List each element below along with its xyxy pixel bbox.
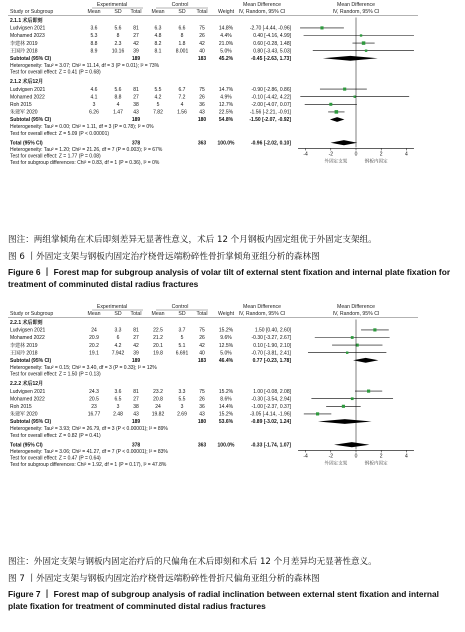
- effect-square: [329, 103, 332, 106]
- cell-sd: 5.6: [114, 86, 122, 93]
- cell-ci: -0.10 [-4.42, 4.22]: [251, 94, 291, 101]
- cell-weight: 4.9%: [220, 94, 232, 101]
- cell-ci: -1.00 [-2.37, 0.37]: [251, 404, 291, 410]
- cell-sd: 3: [116, 404, 120, 410]
- cell-sd-control: 3: [180, 404, 184, 410]
- cell-weight: 15.2%: [218, 327, 234, 334]
- figure-6-title-cn: 图 6 丨外固定支架与钢板内固定治疗桡骨远端粉碎性骨折掌倾角亚组分析的森林图: [8, 252, 320, 262]
- cell-total-control: 40: [199, 350, 205, 357]
- heterogeneity-text: Heterogeneity: Tau² = 3.93; Chi² = 26.79, df = 3 (P < 0.00001); I² = 89%: [10, 426, 168, 432]
- overall-effect-text: Test for overall effect: Z = 0.41 (P = 0.68): [10, 69, 101, 76]
- cell-ci: -0.30 [-3.27, 2.67]: [251, 335, 291, 342]
- cell-weight: 12.5%: [218, 342, 234, 349]
- cell-ci: 0.10 [-1.90, 2.10]: [253, 342, 291, 349]
- study-name: Mohamed 2022: [10, 396, 45, 403]
- cell-sd: 10.16: [111, 48, 125, 55]
- cell-weight: 5.0%: [220, 48, 232, 55]
- cell-mean: 20.9: [89, 335, 99, 342]
- x-tick-label: 4: [405, 453, 408, 460]
- cell-mean: 3: [92, 102, 96, 108]
- cell-ci: 0.60 [-0.28, 1.48]: [253, 40, 291, 47]
- cell-total-control: 75: [199, 327, 205, 334]
- footer-stat: Heterogeneity: Tau² = 3.06; Chi² = 41.27, df = 7 (P < 0.00001); I² = 83%: [10, 448, 168, 455]
- cell-weight: 21.0%: [218, 40, 234, 47]
- study-name: 朱建军 2020: [10, 109, 38, 116]
- cell-total-control: 42: [199, 342, 205, 349]
- header-total: Total: [130, 311, 142, 317]
- effect-square: [354, 96, 356, 98]
- effect-square: [351, 397, 354, 400]
- header-ci-2: IV, Random, 95% CI: [332, 9, 380, 15]
- cell-total: 27: [133, 33, 139, 40]
- header-total-control: Total: [196, 9, 208, 15]
- x-tick-label: 0: [354, 151, 358, 158]
- cell-total: 39: [133, 48, 139, 55]
- cell-total: 38: [133, 404, 139, 410]
- subtotal-weight: 46.4%: [218, 358, 234, 364]
- x-tick-label: -2: [328, 453, 334, 460]
- study-name: 朱建军 2020: [10, 411, 38, 418]
- cell-mean: 23: [91, 404, 97, 410]
- cell-total-control: 26: [199, 94, 205, 101]
- effect-square: [342, 405, 345, 408]
- effect-square: [362, 41, 365, 44]
- x-tick-label: -4: [303, 453, 308, 460]
- cell-total-control: 43: [199, 109, 205, 116]
- cell-total: 81: [133, 25, 139, 32]
- forest-plot-figure-6: [0, 0, 465, 232]
- cell-total: 27: [133, 94, 139, 101]
- subtotal-total: 189: [131, 117, 141, 124]
- cell-ci: -1.56 [-2.21, -0.91]: [249, 109, 291, 116]
- favours-right-label: 钢板内固定: [364, 460, 388, 466]
- cell-mean-control: 19.82: [151, 411, 165, 418]
- cell-total: 27: [133, 396, 139, 403]
- total-total: 378: [131, 442, 141, 449]
- cell-sd: 7.942: [111, 350, 125, 357]
- x-tick-label: 2: [379, 151, 383, 158]
- subgroup-label: 2.1.2 术后12月: [10, 79, 44, 86]
- cell-sd: 2.3: [114, 40, 122, 47]
- cell-mean-control: 19.8: [153, 350, 163, 357]
- study-name: 李建林 2019: [10, 40, 38, 47]
- cell-weight: 15.2%: [218, 411, 234, 418]
- cell-mean: 5.3: [90, 33, 98, 40]
- cell-mean: 8.8: [90, 40, 98, 47]
- overall-effect-text: Test for overall effect: Z = 1.50 (P = 0.13): [10, 371, 101, 378]
- cell-ci: -2.00 [-4.07, 0.07]: [251, 102, 291, 108]
- cell-sd-control: 3.3: [178, 388, 186, 395]
- cell-sd-control: 8: [180, 33, 184, 40]
- footer-stat: Test for subgroup differences: Chi² = 1.92, df = 1 (P = 0.17), I² = 47.8%: [10, 462, 167, 469]
- header-mean-difference-2: Mean Difference: [337, 304, 375, 310]
- subtotal-weight: 54.8%: [218, 117, 234, 124]
- cell-mean-control: 22.5: [153, 327, 163, 334]
- total-diamond: [331, 140, 358, 145]
- subtotal-diamond: [318, 419, 372, 424]
- cell-weight: 14.4%: [218, 404, 234, 410]
- subtotal-diamond: [353, 358, 378, 363]
- total-weight: 100.0%: [217, 442, 235, 449]
- cell-ci: 0.40 [-4.16, 4.99]: [253, 33, 291, 40]
- header-ci-2: IV, Random, 95% CI: [332, 311, 380, 317]
- study-name: Ludvigsen 2021: [10, 388, 46, 395]
- cell-total-control: 36: [199, 102, 205, 108]
- subtotal-total-control: 183: [197, 56, 207, 62]
- subtotal-ci: -1.50 [-2.07, -0.92]: [249, 117, 291, 124]
- cell-sd: 4.2: [114, 342, 122, 349]
- effect-square: [351, 336, 354, 339]
- cell-ci: 1.50 [0.40, 2.60]: [254, 327, 291, 334]
- subgroup-label: 2.1.1 术后即刻: [10, 18, 43, 24]
- cell-mean: 4.1: [90, 94, 98, 101]
- cell-sd-control: 6.7: [178, 86, 186, 93]
- effect-square: [343, 88, 346, 91]
- total-total-control: 363: [197, 140, 207, 147]
- header-ci: IV, Random, 95% CI: [238, 9, 286, 15]
- cell-total: 27: [133, 335, 139, 342]
- subtotal-weight: 45.2%: [218, 56, 234, 62]
- cell-total: 38: [133, 102, 139, 108]
- cell-weight: 14.7%: [218, 86, 234, 93]
- cell-ci: -0.30 [-3.54, 2.94]: [251, 396, 291, 403]
- cell-sd: 4: [116, 102, 120, 108]
- subtotal-total-control: 180: [197, 419, 207, 426]
- cell-mean-control: 7.82: [153, 109, 163, 116]
- study-name: Ludvigsen 2021: [10, 86, 46, 93]
- total-weight: 100.0%: [217, 140, 235, 147]
- total-ci: -0.33 [-1.74, 1.07]: [250, 442, 291, 449]
- cell-sd-control: 7.2: [178, 94, 186, 101]
- cell-sd: 8.8: [114, 94, 122, 101]
- header-experimental: Experimental: [96, 2, 128, 8]
- subtotal-weight: 53.6%: [218, 419, 234, 426]
- cell-sd: 2.48: [113, 411, 123, 418]
- cell-mean: 24.3: [89, 388, 99, 395]
- header-sd-control: SD: [178, 311, 186, 317]
- effect-square: [316, 412, 319, 415]
- effect-square: [320, 26, 323, 29]
- study-name: 王国玲 2018: [10, 48, 38, 55]
- figure-6-title-en: Figure 6 丨 Forest map for subgroup analysis of volar tilt of external stent fixation and internal plate fixation for treatment of comminuted distal radius fractures: [8, 267, 451, 289]
- heterogeneity-text: Heterogeneity: Tau² = 3.07; Chi² = 11.14, df = 3 (P = 0.01); I² = 73%: [10, 62, 160, 69]
- cell-weight: 15.2%: [218, 388, 234, 395]
- subtotal-ci: -0.89 [-3.02, 1.24]: [250, 419, 291, 426]
- cell-ci: -0.90 [-2.86, 0.86]: [251, 86, 291, 93]
- cell-mean-control: 5: [156, 102, 160, 108]
- subtotal-diamond: [323, 56, 378, 61]
- cell-total-control: 43: [199, 411, 205, 418]
- cell-mean-control: 21.2: [153, 335, 163, 342]
- cell-mean-control: 4.8: [154, 33, 162, 40]
- cell-mean: 8.9: [90, 48, 98, 55]
- header-ci: IV, Random, 95% CI: [238, 311, 286, 317]
- subtotal-total-control: 183: [197, 358, 207, 364]
- effect-square: [365, 49, 367, 51]
- cell-total: 43: [133, 411, 139, 418]
- total-total-control: 363: [197, 442, 207, 449]
- effect-square: [346, 351, 348, 353]
- effect-square: [367, 390, 370, 393]
- cell-total: 81: [133, 86, 139, 93]
- cell-sd-control: 6.6: [178, 25, 186, 32]
- x-tick-label: 2: [379, 453, 383, 460]
- cell-sd-control: 1.56: [177, 109, 187, 116]
- header-mean: Mean: [87, 311, 101, 317]
- footer-stat: Heterogeneity: Tau² = 1.20; Chi² = 21.26, df = 7 (P = 0.003); I² = 67%: [10, 146, 163, 153]
- heterogeneity-text: Heterogeneity: Tau² = 0.15; Chi² = 3.40, df = 3 (P = 0.33); I² = 12%: [10, 364, 157, 371]
- header-sd-control: SD: [178, 9, 186, 15]
- subtotal-label: Subtotal (95% CI): [10, 56, 52, 62]
- subtotal-total: 189: [131, 358, 141, 364]
- cell-mean: 4.6: [90, 86, 98, 93]
- cell-sd-control: 3.7: [178, 327, 186, 334]
- cell-sd-control: 2.69: [177, 411, 187, 418]
- figure-6-note: 图注：两组掌倾角在术后即刻差异无显著性意义，术后 12 个月钢板内固定组优于外固定支架组。: [8, 235, 377, 245]
- cell-total-control: 26: [199, 33, 205, 40]
- cell-total-control: 26: [199, 335, 205, 342]
- cell-sd: 6.5: [114, 396, 122, 403]
- total-label: Total (95% CI): [10, 140, 43, 147]
- cell-mean-control: 20.1: [153, 342, 163, 349]
- footer-stat: Test for overall effect: Z = 1.77 (P = 0.08): [10, 153, 101, 160]
- cell-mean: 6.26: [89, 109, 99, 116]
- header-study: Study or Subgroup: [10, 311, 54, 317]
- cell-total-control: 75: [199, 25, 205, 32]
- total-diamond: [334, 442, 369, 447]
- cell-total-control: 42: [199, 40, 205, 47]
- cell-ci: -3.05 [-4.14, -1.96]: [249, 411, 291, 418]
- cell-sd-control: 5.5: [178, 396, 186, 403]
- header-weight: Weight: [217, 9, 235, 15]
- cell-sd-control: 5: [180, 335, 184, 342]
- cell-sd-control: 6.691: [175, 350, 189, 357]
- header-mean: Mean: [87, 9, 101, 15]
- cell-total-control: 40: [199, 48, 205, 55]
- cell-ci: -0.70 [-3.81, 2.41]: [251, 350, 291, 357]
- header-mean-difference: Mean Difference: [243, 2, 281, 8]
- forest-plot-figure-7: [0, 302, 465, 536]
- subtotal-label: Subtotal (95% CI): [10, 358, 52, 364]
- heterogeneity-text: Heterogeneity: Tau² = 0.00; Chi² = 1.11, df = 3 (P = 0.78); I² = 0%: [10, 124, 154, 130]
- cell-mean-control: 8.1: [154, 48, 162, 55]
- study-name: 李建林 2019: [10, 342, 38, 349]
- header-sd: SD: [114, 9, 122, 15]
- subtotal-label: Subtotal (95% CI): [10, 117, 52, 124]
- forest-plot-6-svg: [0, 0, 465, 232]
- x-tick-label: 0: [354, 453, 358, 460]
- figure-7-note: 图注：外固定支架与钢板内固定治疗后的尺偏角在术后即刻和术后 12 个月差异均无显著性意义。: [8, 557, 377, 567]
- cell-sd: 3.6: [114, 388, 122, 395]
- cell-mean: 3.6: [90, 25, 98, 32]
- figure-7-title-cn: 图 7 丨外固定支架与钢板内固定治疗桡骨远端粉碎性骨折尺偏角亚组分析的森林图: [8, 574, 320, 584]
- cell-weight: 4.4%: [220, 33, 232, 40]
- cell-total-control: 75: [199, 86, 205, 93]
- subtotal-label: Subtotal (95% CI): [10, 419, 52, 426]
- favours-left-label: 外固定支架: [324, 460, 348, 466]
- study-name: Ludvigsen 2021: [10, 327, 46, 334]
- cell-weight: 9.6%: [220, 335, 232, 342]
- effect-square: [335, 110, 339, 114]
- header-total-control: Total: [196, 311, 208, 317]
- total-label: Total (95% CI): [10, 442, 43, 449]
- cell-weight: 5.0%: [220, 350, 232, 357]
- cell-weight: 14.8%: [218, 25, 234, 32]
- forest-plot-7-svg: [0, 302, 465, 536]
- total-total: 378: [131, 140, 141, 147]
- cell-weight: 12.7%: [218, 102, 234, 108]
- study-name: Mohamed 2022: [10, 335, 45, 342]
- cell-weight: 8.6%: [220, 396, 232, 403]
- cell-mean: 20.5: [89, 396, 99, 403]
- cell-mean-control: 4.2: [154, 94, 162, 101]
- header-mean-control: Mean: [151, 311, 165, 317]
- cell-ci: 1.00 [-0.08, 2.08]: [253, 388, 291, 395]
- cell-mean: 24: [91, 327, 97, 334]
- cell-sd: 6: [116, 335, 120, 342]
- cell-total-control: 26: [199, 396, 205, 403]
- cell-ci: 0.80 [-3.43, 5.03]: [253, 48, 291, 55]
- cell-mean: 19.1: [89, 350, 99, 357]
- subtotal-ci: -0.45 [-2.63, 1.73]: [250, 56, 291, 62]
- cell-mean-control: 5.5: [154, 86, 162, 93]
- cell-weight: 22.5%: [218, 109, 234, 116]
- cell-mean-control: 24: [155, 404, 161, 410]
- x-tick-label: -4: [303, 151, 308, 158]
- cell-total: 81: [133, 388, 139, 395]
- cell-total: 43: [133, 109, 139, 116]
- cell-ci: -2.70 [-4.44, -0.96]: [249, 25, 291, 32]
- cell-sd: 8: [116, 33, 120, 40]
- header-total: Total: [130, 9, 142, 15]
- cell-sd-control: 1.8: [178, 40, 186, 47]
- study-name: Roh 2015: [10, 404, 32, 410]
- subgroup-label: 2.2.2 术后12月: [10, 381, 44, 388]
- cell-mean-control: 20.8: [153, 396, 163, 403]
- cell-mean-control: 8.2: [154, 40, 162, 47]
- cell-total-control: 75: [199, 388, 205, 395]
- cell-sd: 1.47: [113, 109, 123, 116]
- effect-square: [360, 34, 362, 36]
- study-name: Ludvigsen 2021: [10, 25, 46, 32]
- x-tick-label: -2: [328, 151, 334, 158]
- cell-sd-control: 8.001: [175, 48, 189, 55]
- cell-sd-control: 5.1: [178, 342, 186, 349]
- subtotal-diamond: [330, 117, 344, 122]
- favours-right-label: 钢板内固定: [364, 158, 388, 164]
- figure-7-title-en: Figure 7 丨 Forest map of subgroup analysis of radial inclination between external stent fixation and internal plate fixation for treatment of comminuted distal radius fractures: [8, 589, 439, 611]
- study-name: Mohamed 2023: [10, 33, 45, 40]
- study-name: Mohamed 2022: [10, 94, 45, 101]
- header-study: Study or Subgroup: [10, 9, 54, 15]
- subgroup-label: 2.2.1 术后即刻: [10, 320, 43, 326]
- cell-sd: 5.6: [114, 25, 122, 32]
- header-weight: Weight: [217, 311, 235, 317]
- subtotal-total: 189: [131, 56, 141, 62]
- cell-mean: 16.77: [87, 411, 101, 418]
- header-experimental: Experimental: [96, 304, 128, 310]
- footer-stat: Test for subgroup differences: Chi² = 0.83, df = 1 (P = 0.36), I² = 0%: [10, 160, 160, 167]
- x-tick-label: 4: [405, 151, 408, 158]
- header-mean-control: Mean: [151, 9, 165, 15]
- cell-mean-control: 23.2: [153, 388, 163, 395]
- cell-sd: 3.3: [114, 327, 122, 334]
- cell-sd-control: 4: [180, 102, 184, 108]
- total-ci: -0.96 [-2.02, 0.10]: [250, 140, 291, 147]
- effect-square: [373, 328, 376, 331]
- subtotal-total-control: 180: [197, 117, 207, 124]
- study-name: 王国玲 2018: [10, 350, 38, 357]
- cell-total: 81: [133, 327, 139, 334]
- footer-stat: Test for overall effect: Z = 0.47 (P = 0.64): [10, 455, 101, 462]
- favours-left-label: 外固定支架: [324, 158, 348, 164]
- cell-total-control: 36: [199, 404, 205, 410]
- cell-total: 39: [133, 350, 139, 357]
- overall-effect-text: Test for overall effect: Z = 5.09 (P < 0.00001): [10, 130, 110, 137]
- subtotal-total: 189: [131, 419, 141, 426]
- header-control: Control: [171, 304, 189, 310]
- cell-mean: 20.2: [89, 342, 99, 349]
- study-name: Roh 2015: [10, 102, 32, 108]
- header-mean-difference: Mean Difference: [243, 304, 281, 310]
- header-control: Control: [171, 2, 189, 8]
- header-sd: SD: [114, 311, 122, 317]
- cell-mean-control: 6.3: [154, 25, 162, 32]
- header-mean-difference-2: Mean Difference: [337, 2, 375, 8]
- cell-total: 42: [133, 40, 139, 47]
- overall-effect-text: Test for overall effect: Z = 0.82 (P = 0.41): [10, 432, 101, 439]
- subtotal-ci: 0.77 [-0.23, 1.78]: [252, 358, 291, 364]
- cell-total: 42: [133, 342, 139, 349]
